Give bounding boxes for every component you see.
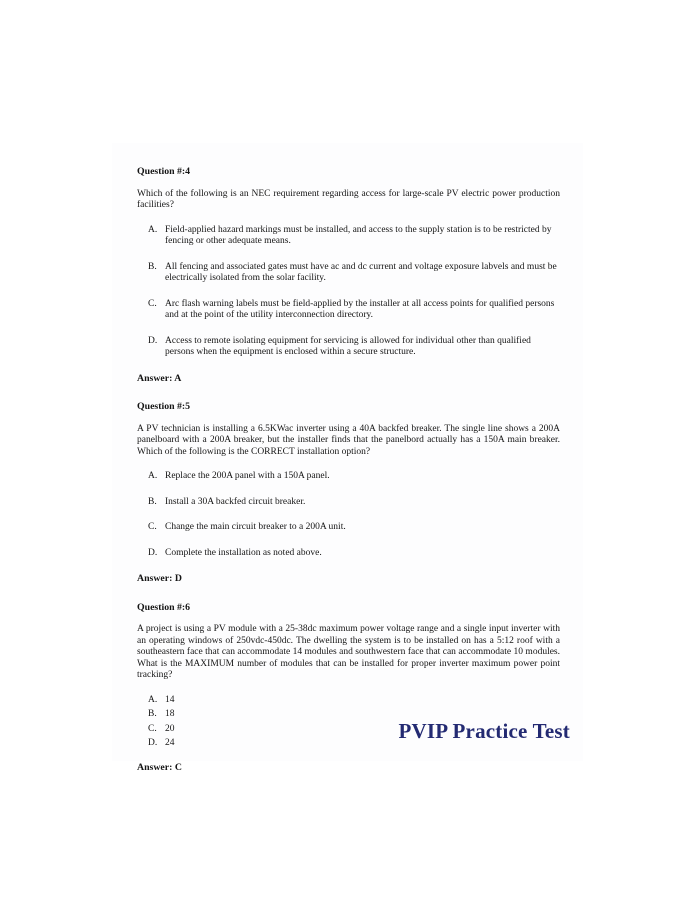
option-row (148, 695, 560, 707)
option-letter: B. (148, 261, 157, 272)
question-block (137, 401, 560, 585)
footer-title: PVIP Practice Test (398, 719, 570, 743)
questions-container (137, 166, 560, 773)
question-label: Question #:5 (137, 401, 191, 412)
question-block (137, 166, 560, 384)
question-text: A PV technician is installing a 6.5KWac inverter using a 40A backfed breaker. The single line shows a 200A panelboard with a 200A breaker, but the installer finds that the panelbord actually has a 150A main breaker. Which of the following is the CORRECT installation option? (137, 423, 560, 457)
option-row (148, 225, 560, 248)
question-text: Which of the following is an NEC requirement regarding access for large-scale PV electric power production facilities? (137, 188, 560, 210)
option-row (148, 471, 560, 483)
option-text: All fencing and associated gates must have ac and dc current and voltage exposure labvels and must be electrically isolated from the solar facility. (165, 261, 557, 283)
option-row (148, 522, 560, 534)
option-text: Arc flash warning labels must be field-applied by the installer at all access points for qualified persons and at the point of the utility interconnection directory. (165, 298, 555, 320)
option-letter: D. (148, 547, 158, 558)
option-letter: A. (148, 224, 158, 235)
option-letter: A. (148, 471, 158, 481)
question-label: Question #:4 (137, 166, 191, 177)
question-label: Question #:6 (137, 601, 191, 613)
question-text: A project is using a PV module with a 25-38dc maximum power voltage range and a single input inverter with an operating windows of 250vdc-450dc. The dwelling the system is to be installed on has a 5:12 roof with a southeastern face that can accommodate 14 modules and southwestern face that can accommodate 10 modules. What is the MAXIMUM number of modules that can be installed for proper inverter maximum power point tracking? (137, 624, 560, 680)
answer-text: Answer: C (137, 761, 182, 773)
option-row (148, 497, 560, 509)
option-letter: C. (148, 723, 157, 734)
option-text: Change the main circuit breaker to a 200A unit. (165, 522, 346, 532)
options-list (137, 471, 560, 559)
option-text: 14 (165, 694, 175, 705)
option-text: Field-applied hazard markings must be installed, and access to the supply station is to be restricted by fencing or other adequate means. (165, 224, 552, 246)
document-sheet (112, 143, 583, 773)
option-letter: D. (148, 738, 158, 748)
option-text: 24 (165, 738, 175, 748)
option-row (148, 299, 560, 322)
option-text: 20 (165, 723, 175, 734)
option-row (148, 336, 560, 359)
option-letter: C. (148, 298, 157, 309)
option-letter: C. (148, 522, 157, 532)
question-block (137, 602, 560, 774)
option-letter: D. (148, 335, 158, 346)
option-row (148, 548, 560, 560)
answer-text: Answer: D (137, 573, 182, 584)
option-text: Install a 30A backfed circuit breaker. (165, 496, 306, 507)
option-text: Complete the installation as noted above. (165, 547, 322, 558)
options-list (137, 225, 560, 359)
option-text: Access to remote isolating equipment for servicing is allowed for individual other than qualified persons when the equipment is enclosed within a secure structure. (165, 335, 531, 357)
option-letter: B. (148, 709, 157, 719)
option-text: 18 (165, 709, 175, 719)
answer-text: Answer: A (137, 372, 182, 384)
option-row (148, 262, 560, 285)
option-letter: B. (148, 496, 157, 507)
option-text: Replace the 200A panel with a 150A panel. (165, 471, 330, 481)
option-letter: A. (148, 694, 158, 705)
